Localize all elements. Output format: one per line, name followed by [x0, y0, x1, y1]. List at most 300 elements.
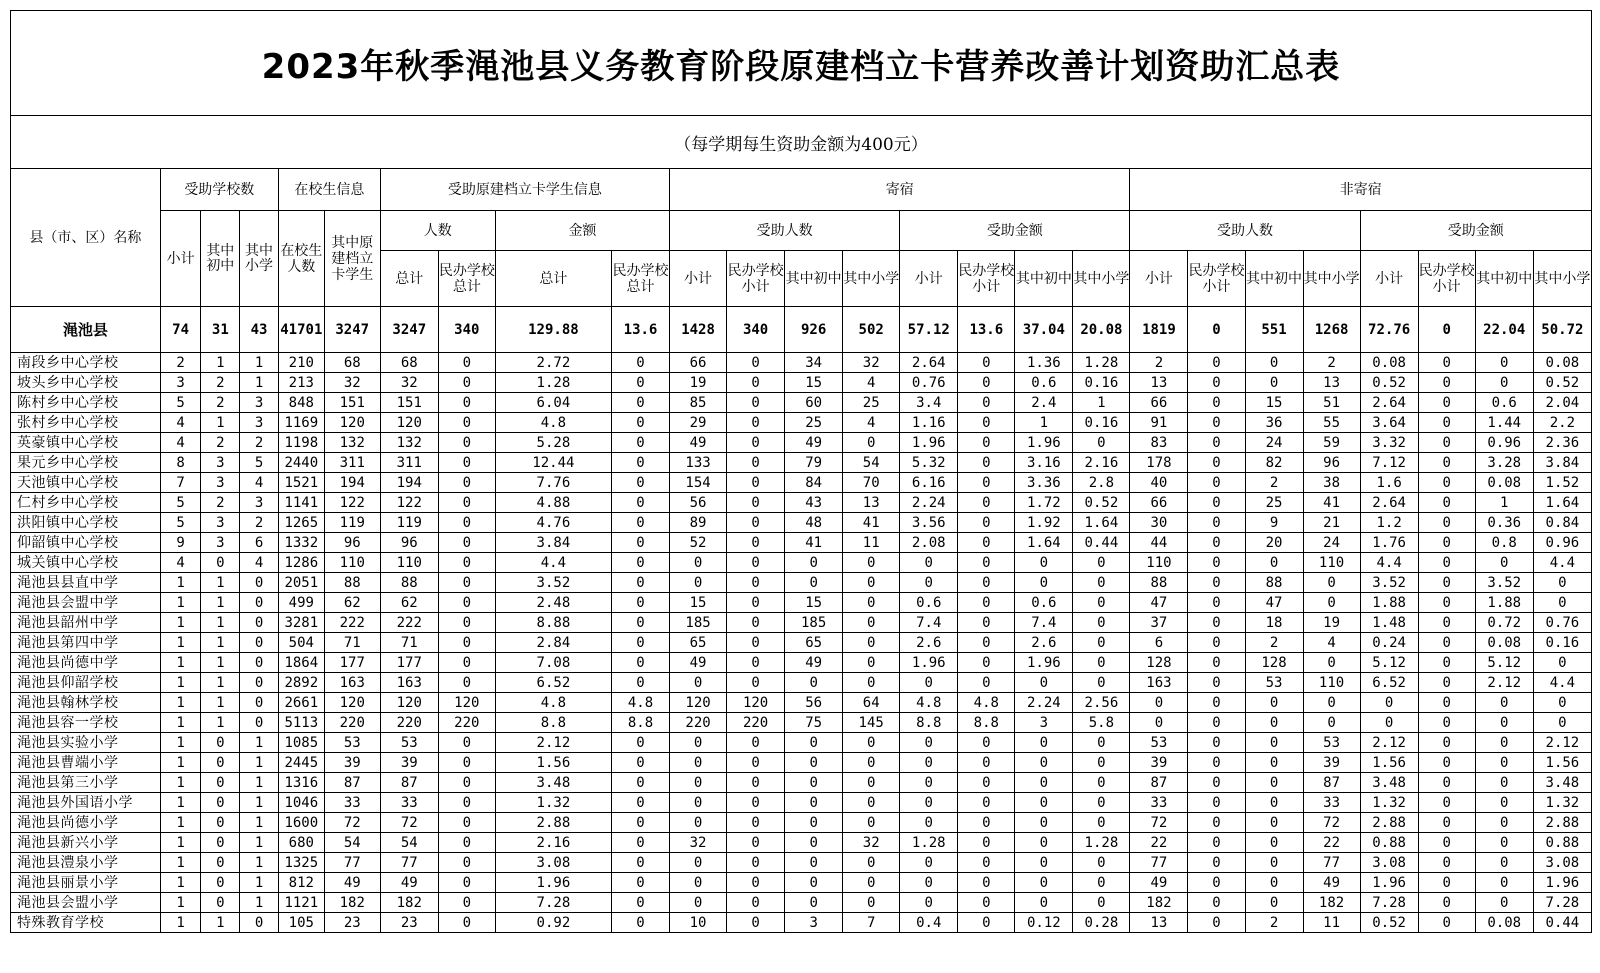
- table-cell: 0: [727, 433, 785, 453]
- table-cell: 2.48: [495, 593, 611, 613]
- table-cell: 0: [958, 453, 1015, 473]
- table-cell: 0: [1188, 873, 1245, 893]
- table-cell: 0: [958, 493, 1015, 513]
- table-cell: 29: [670, 413, 727, 433]
- sheet-title: 2023年秋季渑池县义务教育阶段原建档立卡营养改善计划资助汇总表: [10, 10, 1592, 115]
- table-cell: 84: [785, 473, 843, 493]
- row-name-cell: 仁村乡中心学校: [11, 493, 161, 513]
- table-cell: 0: [1188, 713, 1245, 733]
- col-student-info: 受助原建档立卡学生信息: [380, 169, 669, 211]
- table-cell: 0: [1073, 653, 1130, 673]
- table-cell: 0: [900, 733, 958, 753]
- table-cell: 0: [727, 413, 785, 433]
- col-boarding-count: 受助人数: [670, 211, 900, 251]
- table-cell: 0: [1073, 573, 1130, 593]
- table-cell: 6.04: [495, 393, 611, 413]
- table-cell: 0: [843, 673, 900, 693]
- table-cell: 1.28: [1073, 833, 1130, 853]
- table-row: [11, 793, 1592, 813]
- table-cell: 4.4: [1533, 553, 1591, 573]
- table-cell: 110: [1303, 553, 1360, 573]
- row-name-cell: 陈村乡中心学校: [11, 393, 161, 413]
- table-cell: 0: [727, 753, 785, 773]
- table-cell: 4.76: [495, 513, 611, 533]
- table-cell: 0: [1073, 553, 1130, 573]
- table-cell: 1: [160, 873, 201, 893]
- table-cell: 3: [201, 513, 240, 533]
- table-cell: 2.36: [1533, 433, 1591, 453]
- table-cell: 5.12: [1475, 653, 1533, 673]
- table-cell: 77: [1130, 853, 1188, 873]
- row-name-cell: 渑池县澧泉小学: [11, 853, 161, 873]
- table-row: [11, 893, 1592, 913]
- table-cell: 15: [1245, 393, 1303, 413]
- table-cell: 1169: [278, 413, 324, 433]
- table-cell: 0: [670, 853, 727, 873]
- table-cell: 87: [1303, 773, 1360, 793]
- table-cell: 222: [324, 613, 380, 633]
- table-cell: 1: [240, 773, 279, 793]
- table-cell: 0: [438, 633, 495, 653]
- table-cell: 110: [324, 553, 380, 573]
- table-cell: 0: [1418, 873, 1475, 893]
- table-cell: 151: [324, 393, 380, 413]
- table-cell: 68: [380, 353, 438, 373]
- table-cell: 33: [380, 793, 438, 813]
- table-cell: 1.96: [1015, 653, 1073, 673]
- table-cell: 0: [1015, 813, 1073, 833]
- table-cell: 1864: [278, 653, 324, 673]
- table-cell: 2440: [278, 453, 324, 473]
- table-cell: 0: [727, 533, 785, 553]
- table-cell: 62: [324, 593, 380, 613]
- table-cell: 185: [670, 613, 727, 633]
- table-cell: 0: [1073, 433, 1130, 453]
- table-cell: 3.84: [495, 533, 611, 553]
- table-cell: 0: [611, 553, 669, 573]
- col-schools-primary: 其中小学: [240, 211, 279, 307]
- table-cell: 0: [843, 433, 900, 453]
- table-cell: 1: [160, 893, 201, 913]
- table-cell: 0: [958, 373, 1015, 393]
- table-cell: 0: [727, 733, 785, 753]
- table-row: [11, 353, 1592, 373]
- table-cell: 0: [1073, 593, 1130, 613]
- table-cell: 96: [1303, 453, 1360, 473]
- table-cell: 4.8: [495, 413, 611, 433]
- table-cell: 2: [1245, 633, 1303, 653]
- table-cell: 0: [611, 653, 669, 673]
- table-cell: 0: [611, 813, 669, 833]
- table-cell: 41: [785, 533, 843, 553]
- table-cell: 1: [1015, 413, 1073, 433]
- table-cell: 1: [160, 813, 201, 833]
- table-cell: 0: [611, 433, 669, 453]
- table-cell: 87: [380, 773, 438, 793]
- table-cell: 2: [201, 373, 240, 393]
- table-cell: 13: [1130, 373, 1188, 393]
- table-cell: 1521: [278, 473, 324, 493]
- table-cell: 0: [438, 833, 495, 853]
- table-cell: 62: [380, 593, 438, 613]
- table-cell: 1: [1073, 393, 1130, 413]
- table-cell: 0: [958, 793, 1015, 813]
- table-cell: 3281: [278, 613, 324, 633]
- table-cell: 71: [324, 633, 380, 653]
- table-cell: 0: [727, 673, 785, 693]
- table-cell: 0: [438, 753, 495, 773]
- table-cell: 0: [727, 373, 785, 393]
- table-cell: 7.28: [495, 893, 611, 913]
- table-cell: 0: [201, 893, 240, 913]
- table-cell: 0.8: [1475, 533, 1533, 553]
- table-cell: 0: [727, 913, 785, 933]
- table-cell: 39: [1130, 753, 1188, 773]
- col-b-count-primary: 其中小学: [843, 251, 900, 307]
- table-cell: 30: [1130, 513, 1188, 533]
- table-cell: 72.76: [1360, 307, 1418, 353]
- table-cell: 0: [727, 833, 785, 853]
- table-cell: 43: [240, 307, 279, 353]
- table-cell: 3: [201, 533, 240, 553]
- table-cell: 0: [1245, 813, 1303, 833]
- table-row: [11, 533, 1592, 553]
- table-cell: 39: [380, 753, 438, 773]
- table-cell: 120: [324, 693, 380, 713]
- table-cell: 0: [727, 773, 785, 793]
- table-cell: 0: [843, 893, 900, 913]
- table-cell: 0: [201, 873, 240, 893]
- table-cell: 0: [1073, 633, 1130, 653]
- table-cell: 2445: [278, 753, 324, 773]
- table-cell: 0: [1245, 713, 1303, 733]
- table-cell: 9: [1245, 513, 1303, 533]
- table-cell: 120: [670, 693, 727, 713]
- table-cell: 77: [1303, 853, 1360, 873]
- table-cell: 132: [324, 433, 380, 453]
- table-cell: 3: [201, 453, 240, 473]
- table-cell: 0: [1188, 393, 1245, 413]
- col-nonboarding-count: 受助人数: [1130, 211, 1360, 251]
- table-cell: 39: [324, 753, 380, 773]
- table-cell: 1: [240, 353, 279, 373]
- table-cell: 340: [727, 307, 785, 353]
- table-cell: 1: [160, 793, 201, 813]
- table-cell: 2.64: [900, 353, 958, 373]
- table-cell: 0.24: [1360, 633, 1418, 653]
- col-b-amount-primary: 其中小学: [1073, 251, 1130, 307]
- table-cell: 59: [1303, 433, 1360, 453]
- table-cell: 36: [1245, 413, 1303, 433]
- table-cell: 1: [201, 913, 240, 933]
- table-cell: 52: [670, 533, 727, 553]
- table-row: [11, 913, 1592, 933]
- table-cell: 3.48: [495, 773, 611, 793]
- table-cell: 0.08: [1475, 633, 1533, 653]
- row-name-cell: 渑池县新兴小学: [11, 833, 161, 853]
- table-cell: 0: [1533, 693, 1591, 713]
- table-cell: 0: [1073, 793, 1130, 813]
- table-cell: 1.2: [1360, 513, 1418, 533]
- table-cell: 0: [1188, 373, 1245, 393]
- table-cell: 2: [240, 433, 279, 453]
- table-cell: 4.88: [495, 493, 611, 513]
- table-cell: 0: [438, 533, 495, 553]
- table-cell: 0: [438, 913, 495, 933]
- table-row: [11, 373, 1592, 393]
- table-cell: 1: [201, 573, 240, 593]
- table-cell: 1: [160, 633, 201, 653]
- row-name-cell: 渑池县第三小学: [11, 773, 161, 793]
- table-row: [11, 713, 1592, 733]
- table-cell: 1.72: [1015, 493, 1073, 513]
- table-cell: 0: [438, 593, 495, 613]
- table-cell: 32: [380, 373, 438, 393]
- table-cell: 0: [727, 573, 785, 593]
- table-cell: 2: [160, 353, 201, 373]
- table-row: [11, 613, 1592, 633]
- row-name-cell: 渑池县尚德小学: [11, 813, 161, 833]
- table-row: [11, 833, 1592, 853]
- row-name-cell: 洪阳镇中心学校: [11, 513, 161, 533]
- table-cell: 0: [611, 513, 669, 533]
- table-cell: 0: [843, 753, 900, 773]
- table-cell: 12.44: [495, 453, 611, 473]
- table-cell: 0: [240, 613, 279, 633]
- table-cell: 0: [958, 913, 1015, 933]
- table-cell: 0: [1073, 733, 1130, 753]
- table-cell: 1.28: [900, 833, 958, 853]
- table-cell: 0: [1418, 373, 1475, 393]
- table-cell: 0.6: [1015, 593, 1073, 613]
- table-cell: 0.44: [1073, 533, 1130, 553]
- table-cell: 0: [785, 733, 843, 753]
- table-cell: 0: [958, 893, 1015, 913]
- table-cell: 2.4: [1015, 393, 1073, 413]
- table-cell: 0: [1188, 553, 1245, 573]
- table-cell: 72: [324, 813, 380, 833]
- table-cell: 25: [1245, 493, 1303, 513]
- table-cell: 0: [1418, 673, 1475, 693]
- table-cell: 4.4: [495, 553, 611, 573]
- table-cell: 0.16: [1533, 633, 1591, 653]
- table-cell: 2.12: [495, 733, 611, 753]
- table-cell: 91: [1130, 413, 1188, 433]
- table-cell: 4.8: [495, 693, 611, 713]
- table-cell: 0: [611, 453, 669, 473]
- table-cell: 24: [1245, 433, 1303, 453]
- table-row: [11, 873, 1592, 893]
- table-row: [11, 453, 1592, 473]
- table-cell: 0: [1188, 773, 1245, 793]
- col-schools-junior: 其中初中: [201, 211, 240, 307]
- table-cell: 1198: [278, 433, 324, 453]
- row-name-cell: 渑池县第四中学: [11, 633, 161, 653]
- table-cell: 96: [380, 533, 438, 553]
- table-cell: 2: [240, 513, 279, 533]
- table-cell: 22: [1130, 833, 1188, 853]
- col-b-count-junior: 其中初中: [785, 251, 843, 307]
- table-cell: 32: [670, 833, 727, 853]
- col-enrolled-registered: 其中原建档立卡学生: [324, 211, 380, 307]
- table-cell: 21: [1303, 513, 1360, 533]
- table-cell: 6.52: [1360, 673, 1418, 693]
- table-cell: 0: [900, 573, 958, 593]
- table-cell: 0: [201, 853, 240, 873]
- table-cell: 0: [1533, 713, 1591, 733]
- table-cell: 0: [1303, 653, 1360, 673]
- table-cell: 0: [1188, 593, 1245, 613]
- table-cell: 1121: [278, 893, 324, 913]
- table-cell: 1: [201, 613, 240, 633]
- table-cell: 5: [160, 513, 201, 533]
- table-cell: 0: [1303, 593, 1360, 613]
- table-cell: 7.12: [1360, 453, 1418, 473]
- table-cell: 0: [843, 793, 900, 813]
- table-cell: 0: [611, 373, 669, 393]
- table-cell: 0.6: [1475, 393, 1533, 413]
- table-cell: 1.96: [1533, 873, 1591, 893]
- table-cell: 1428: [670, 307, 727, 353]
- row-name-cell: 渑池县: [11, 307, 161, 353]
- table-cell: 1.44: [1475, 413, 1533, 433]
- table-cell: 34: [785, 353, 843, 373]
- table-cell: 0: [611, 533, 669, 553]
- table-cell: 499: [278, 593, 324, 613]
- table-cell: 0: [843, 613, 900, 633]
- table-cell: 0: [611, 833, 669, 853]
- table-cell: 0: [1475, 833, 1533, 853]
- table-cell: 0: [1073, 613, 1130, 633]
- table-cell: 2.88: [1360, 813, 1418, 833]
- table-cell: 3.08: [495, 853, 611, 873]
- table-cell: 0: [958, 873, 1015, 893]
- col-boarding-amount: 受助金额: [900, 211, 1130, 251]
- table-cell: 0: [1188, 633, 1245, 653]
- table-cell: 0: [201, 733, 240, 753]
- table-cell: 0: [611, 613, 669, 633]
- table-cell: 0: [1475, 793, 1533, 813]
- table-cell: 0: [1418, 653, 1475, 673]
- table-cell: 2.56: [1073, 693, 1130, 713]
- table-cell: 0: [611, 873, 669, 893]
- table-cell: 0: [1418, 613, 1475, 633]
- table-row: [11, 413, 1592, 433]
- table-cell: 0: [1475, 813, 1533, 833]
- table-cell: 3.36: [1015, 473, 1073, 493]
- row-name-cell: 果元乡中心学校: [11, 453, 161, 473]
- table-cell: 0: [1418, 833, 1475, 853]
- table-cell: 0: [201, 753, 240, 773]
- table-cell: 0: [1015, 573, 1073, 593]
- table-cell: 848: [278, 393, 324, 413]
- table-cell: 0: [727, 893, 785, 913]
- table-cell: 4: [160, 413, 201, 433]
- table-cell: 0: [1245, 873, 1303, 893]
- table-cell: 0: [1130, 693, 1188, 713]
- table-cell: 220: [727, 713, 785, 733]
- table-cell: 0: [958, 633, 1015, 653]
- table-cell: 0.6: [1015, 373, 1073, 393]
- table-cell: 0: [958, 513, 1015, 533]
- table-cell: 32: [324, 373, 380, 393]
- table-cell: 41: [843, 513, 900, 533]
- table-cell: 13.6: [958, 307, 1015, 353]
- table-cell: 2.88: [495, 813, 611, 833]
- table-cell: 0: [900, 813, 958, 833]
- table-cell: 2.16: [495, 833, 611, 853]
- table-cell: 0: [900, 673, 958, 693]
- col-county-name: 县（市、区）名称: [11, 169, 161, 307]
- table-cell: 0: [843, 773, 900, 793]
- table-cell: 502: [843, 307, 900, 353]
- table-cell: 57.12: [900, 307, 958, 353]
- table-row-total: [11, 307, 1592, 353]
- table-cell: 3247: [324, 307, 380, 353]
- table-cell: 1325: [278, 853, 324, 873]
- table-cell: 182: [324, 893, 380, 913]
- table-cell: 0: [240, 713, 279, 733]
- table-cell: 56: [785, 693, 843, 713]
- table-cell: 1: [160, 853, 201, 873]
- table-cell: 2.2: [1533, 413, 1591, 433]
- table-cell: 33: [1303, 793, 1360, 813]
- table-cell: 51: [1303, 393, 1360, 413]
- table-cell: 2.12: [1475, 673, 1533, 693]
- table-cell: 0: [1073, 893, 1130, 913]
- table-cell: 0: [611, 573, 669, 593]
- table-cell: 0: [958, 393, 1015, 413]
- table-cell: 22.04: [1475, 307, 1533, 353]
- table-cell: 182: [380, 893, 438, 913]
- table-cell: 0: [670, 773, 727, 793]
- table-cell: 926: [785, 307, 843, 353]
- table-cell: 3: [240, 493, 279, 513]
- table-cell: 0: [958, 853, 1015, 873]
- table-cell: 88: [380, 573, 438, 593]
- table-cell: 23: [380, 913, 438, 933]
- table-cell: 19: [1303, 613, 1360, 633]
- table-cell: 0: [727, 393, 785, 413]
- col-nb-count-primary: 其中小学: [1303, 251, 1360, 307]
- table-cell: 0: [1418, 353, 1475, 373]
- table-cell: 3.52: [1360, 573, 1418, 593]
- table-cell: 4.8: [611, 693, 669, 713]
- table-cell: 1.36: [1015, 353, 1073, 373]
- table-cell: 4.8: [958, 693, 1015, 713]
- table-cell: 5.12: [1360, 653, 1418, 673]
- table-cell: 0: [438, 793, 495, 813]
- table-cell: 1: [201, 653, 240, 673]
- table-cell: 0.76: [1533, 613, 1591, 633]
- table-cell: 0: [611, 353, 669, 373]
- table-cell: 163: [1130, 673, 1188, 693]
- table-cell: 1: [240, 733, 279, 753]
- table-cell: 0: [1418, 573, 1475, 593]
- col-nb-amount-private: 民办学校小计: [1418, 251, 1475, 307]
- table-cell: 0: [843, 653, 900, 673]
- table-cell: 0: [438, 373, 495, 393]
- table-row: [11, 653, 1592, 673]
- table-cell: 37: [1130, 613, 1188, 633]
- table-cell: 25: [843, 393, 900, 413]
- col-b-count-private: 民办学校小计: [727, 251, 785, 307]
- table-cell: 2: [1303, 353, 1360, 373]
- table-cell: 50.72: [1533, 307, 1591, 353]
- table-cell: 504: [278, 633, 324, 653]
- col-nb-count-junior: 其中初中: [1245, 251, 1303, 307]
- table-cell: 0: [1015, 773, 1073, 793]
